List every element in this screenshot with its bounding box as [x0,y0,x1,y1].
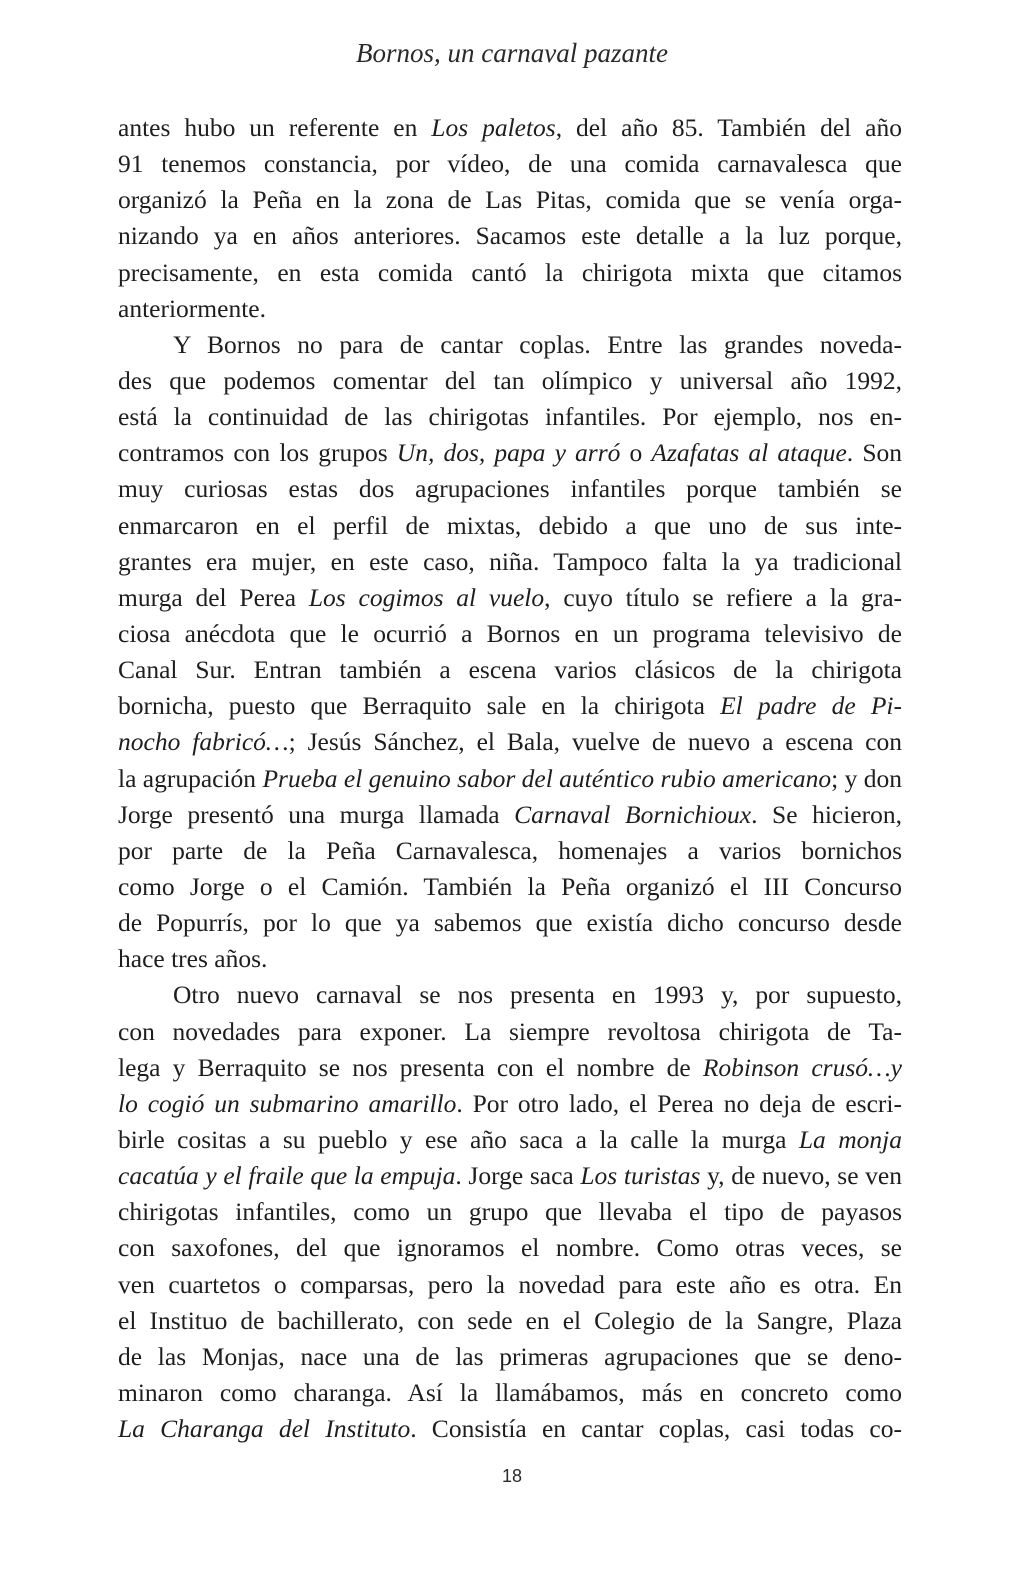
text-run: Otro nuevo carnaval se nos presenta en 1993 y, por supuesto, [173,980,902,1010]
text-run: hace tres años. [118,944,268,974]
text-line [118,580,902,616]
text-line [118,652,902,688]
text-line [118,977,902,1013]
italic-title: La Charanga del Instituto [118,1414,411,1444]
text-run: . Por otro lado, el Perea no deja de escri- [456,1088,902,1118]
text-line [118,688,902,724]
text-line [118,797,902,833]
text-line [118,1411,902,1447]
text-line [118,218,902,254]
italic-title: Robinson crusó…y [702,1052,902,1082]
text-run: y, de nuevo, se ven [700,1161,902,1191]
text-line [118,1194,902,1230]
text-run: con saxofones, del que ignoramos el nombre. Como otras veces, se [118,1233,902,1263]
italic-title: El padre de Pi- [720,691,902,721]
text-run: Canal Sur. Entran también a escena varios clásicos de la chirigota [118,655,902,685]
text-run: organizó la Peña en la zona de Las Pitas, comida que se venía orga- [118,185,902,215]
text-run: antes hubo un referente en [118,113,432,142]
text-line [118,508,902,544]
text-run: grantes era mujer, en este caso, niña. Tampoco falta la ya tradicional [118,546,902,576]
text-run: des que podemos comentar del tan olímpico y universal año 1992, [118,365,902,395]
text-run: nizando ya en años anteriores. Sacamos este detalle a la luz porque, [118,221,902,251]
text-run: ; Jesús Sánchez, el Bala, vuelve de nuevo a escena con [288,727,902,757]
text-line [118,146,902,182]
text-run: , cuyo título se refiere a la gra- [544,582,903,612]
text-run: lega y Berraquito se nos presenta con el nombre de [118,1052,703,1082]
text-run: . Son [846,438,902,468]
text-line [118,1230,902,1266]
text-run: de las Monjas, nace una de las primeras agrupaciones que se deno- [118,1341,902,1371]
text-run: ciosa anécdota que le ocurrió a Bornos en un programa televisivo de [118,618,902,648]
text-run: chirigotas infantiles, como un grupo que llevaba el tipo de payasos [118,1197,902,1227]
text-run: enmarcaron en el perfil de mixtas, debido a que uno de sus inte- [118,510,902,540]
body-text [118,110,902,1447]
text-line [118,905,902,941]
text-run: el Instituo de bachillerato, con sede en el Colegio de la Sangre, Plaza [118,1305,902,1335]
text-line [118,941,902,977]
text-run: por parte de la Peña Carnavalesca, homenajes a varios bornichos [118,835,902,865]
text-line [118,110,902,146]
text-run: bornicha, puesto que Berraquito sale en la chirigota [118,691,721,721]
text-line [118,291,902,327]
italic-title: Un, dos, papa y arró [396,438,621,468]
text-line [118,724,902,760]
text-run: murga del Perea [118,582,309,612]
text-line [118,761,902,797]
text-line [118,616,902,652]
text-line [118,255,902,291]
text-run: . Jorge saca [455,1161,581,1191]
text-line [118,435,902,471]
text-line [118,1086,902,1122]
text-run: la agrupación [118,763,263,793]
italic-title: La monja [798,1124,902,1154]
text-line [118,182,902,218]
text-run: , del año 85. También del año [555,113,902,142]
text-run: ven cuartetos o comparsas, pero la novedad para este año es otra. En [118,1269,902,1299]
text-run: precisamente, en esta comida cantó la chirigota mixta que citamos [118,257,902,287]
text-line [118,544,902,580]
running-header: Bornos, un carnaval pazante [356,38,668,68]
text-line [118,1267,902,1303]
text-line [118,1375,902,1411]
text-run: 91 tenemos constancia, por vídeo, de una comida carnavalesca que [118,149,902,179]
text-run: como Jorge o el Camión. También la Peña organizó el III Concurso [118,871,902,901]
italic-title: Carnaval Bornichioux [514,799,752,829]
italic-title: Prueba el genuino sabor del auténtico rubio americano [262,763,832,793]
text-line [118,833,902,869]
text-line [118,399,902,435]
text-line [118,1122,902,1158]
italic-title: Los turistas [580,1161,701,1191]
page-number: 18 [501,1466,523,1486]
text-run: de Popurrís, por lo que ya sabemos que existía dicho concurso desde [118,908,902,938]
text-line [118,1339,902,1375]
italic-title: Los cogimos al vuelo [308,582,545,612]
text-line [118,1303,902,1339]
text-line [118,1014,902,1050]
text-run: Jorge presentó una murga llamada [118,799,515,829]
text-run: ; y don [831,763,902,793]
text-line [118,363,902,399]
text-run: o [620,438,652,468]
italic-title: nocho fabricó… [118,727,289,757]
text-run: contramos con los grupos [118,438,397,468]
italic-title: Azafatas al ataque [651,438,847,468]
text-run: birle cositas a su pueblo y ese año saca a la calle la murga [118,1124,799,1154]
text-run: con novedades para exponer. La siempre revoltosa chirigota de Ta- [118,1016,902,1046]
text-line [118,1158,902,1194]
italic-title: lo cogió un submarino amarillo [118,1088,457,1118]
text-line [118,327,902,363]
text-line [118,869,902,905]
text-run: está la continuidad de las chirigotas infantiles. Por ejemplo, nos en- [118,402,902,432]
text-run: . Consistía en cantar coplas, casi todas co- [410,1414,902,1444]
text-run: minaron como charanga. Así la llamábamos, más en concreto como [118,1377,902,1407]
text-line [118,471,902,507]
text-run: anteriormente. [118,293,266,323]
text-run: Y Bornos no para de cantar coplas. Entre las grandes noveda- [173,329,902,359]
italic-title: Los paletos [431,113,556,142]
text-run: . Se hicieron, [751,799,902,829]
italic-title: cacatúa y el fraile que la empuja [118,1161,456,1191]
text-run: muy curiosas estas dos agrupaciones infantiles porque también se [118,474,902,504]
text-line [118,1050,902,1086]
